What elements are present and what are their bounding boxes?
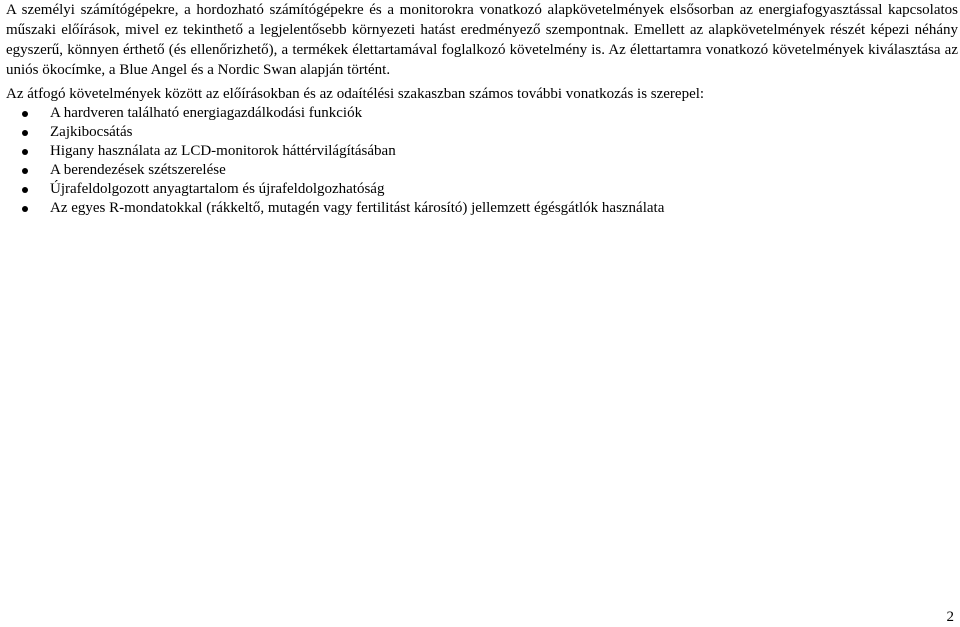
page-number: 2: [946, 609, 954, 625]
list-item-text: Az egyes R-mondatokkal (rákkeltő, mutagén vagy fertilitást károsító) jellemzett égésgátlók használata: [50, 200, 665, 216]
list-item: [6, 161, 664, 180]
list-item-text: Higany használata az LCD-monitorok háttérvilágításában: [50, 143, 396, 159]
list-item: [6, 180, 664, 199]
list-item-text: A berendezések szétszerelése: [50, 162, 226, 178]
list-item: [6, 104, 664, 123]
bullet-icon: [22, 111, 28, 117]
list-item-text: Zajkibocsátás: [50, 124, 133, 140]
bullet-icon: [22, 187, 28, 193]
list-item: [6, 142, 664, 161]
bullet-icon: [22, 206, 28, 212]
list-item-text: A hardveren található energiagazdálkodási funkciók: [50, 105, 363, 121]
list-intro-paragraph: Az átfogó követelmények között az előírásokban és az odaítélési szakaszban számos további vonatkozás is szerepel:: [6, 86, 705, 102]
bullet-icon: [22, 168, 28, 174]
intro-paragraph: A személyi számítógépekre, a hordozható számítógépekre és a monitorokra vonatkozó alapkövetelmények elsősorban az energiafogyasztással kapcsolatos műszaki előírások, mivel ez tekinthető a legjelentősebb környezeti hatást eredményező szempontnak. Emellett az alapkövetelmények részét képezi néhány egyszerű, könnyen érthető (és ellenőrizhető), a termékek élettartamával foglalkozó követelmény is. Az élettartamra vonatkozó követelmények kiválasztása az uniós ökocímke, a Blue Angel és a Nordic Swan alapján történt.: [6, 2, 958, 78]
list-item: [6, 123, 664, 142]
bullet-icon: [22, 130, 28, 136]
bullet-icon: [22, 149, 28, 155]
requirements-list: [6, 104, 664, 218]
list-item-text: Újrafeldolgozott anyagtartalom és újrafeldolgozhatóság: [50, 181, 385, 197]
list-item: [6, 199, 664, 218]
